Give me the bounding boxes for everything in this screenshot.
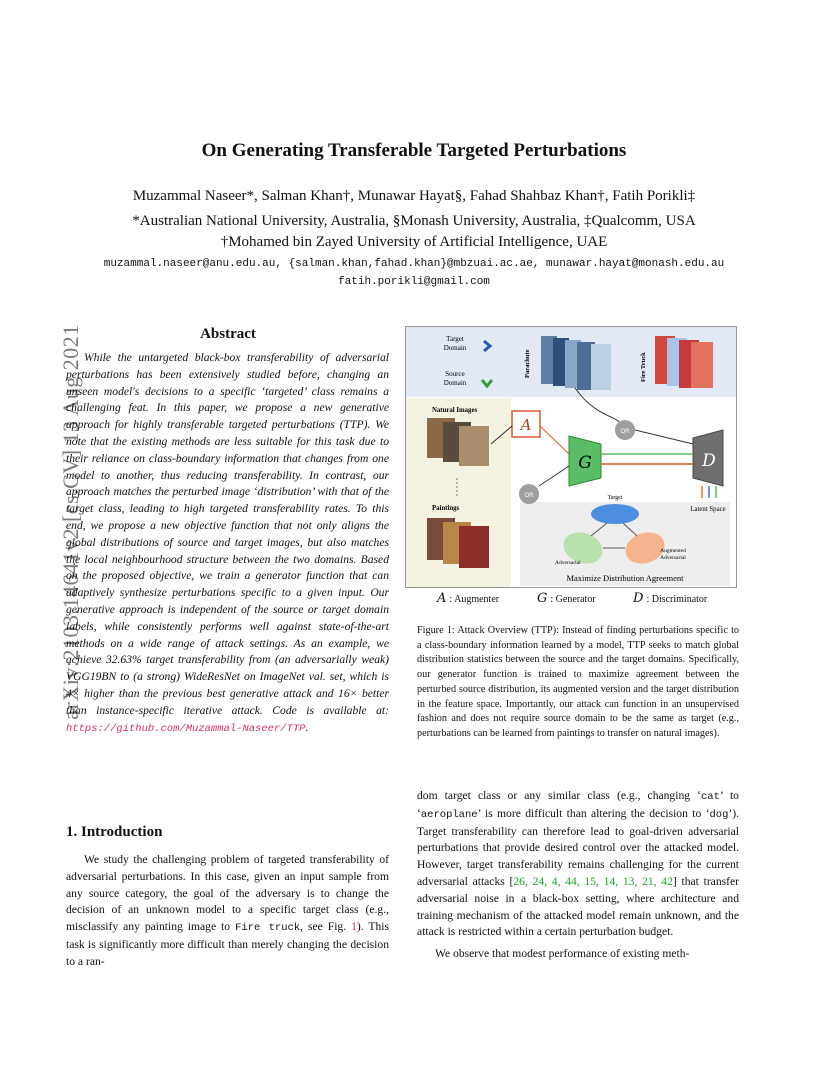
target-domain-line1: Target bbox=[446, 335, 464, 343]
legend-generator-symbol: G bbox=[537, 591, 548, 606]
right-text-c: ’ is more difficult than altering the decision to ‘ bbox=[477, 806, 710, 820]
natural-images-label: Natural Images bbox=[432, 407, 478, 414]
right-column-body bbox=[417, 788, 739, 941]
emails-line-1: muzammal.naseer@anu.edu.au, {salman.khan,fahad.khan}@mbzuai.ac.ae, munawar.hayat@monash.edu.au bbox=[103, 258, 725, 270]
paintings-label: Paintings bbox=[432, 505, 460, 512]
legend-generator-text: : Generator bbox=[550, 594, 596, 605]
target-cluster bbox=[591, 504, 639, 524]
fire-truck-image-4 bbox=[691, 342, 713, 388]
natural-image-3 bbox=[459, 426, 489, 466]
augmenter-symbol: A bbox=[520, 416, 532, 434]
arxiv-stamp bbox=[22, 282, 83, 762]
code-dog: dog bbox=[709, 808, 729, 821]
author-list: Muzammal Naseer*, Salman Khan†, Munawar Hayat§, Fahad Shahbaz Khan†, Fatih Porikli‡ bbox=[132, 188, 696, 204]
citation-list[interactable]: 26, 24, 4, 44, 15, 14, 13, 21, 42 bbox=[513, 874, 673, 888]
legend-augmenter-text: : Augmenter bbox=[449, 594, 500, 605]
generator-symbol: G bbox=[578, 453, 592, 473]
code-link[interactable]: https://github.com/Muzammal-Naseer/TTP bbox=[66, 722, 306, 735]
adversarial-label: Adversarial bbox=[555, 560, 581, 566]
maximize-agreement-label: Maximize Distribution Agreement bbox=[566, 573, 684, 583]
source-domain-label bbox=[444, 370, 467, 387]
parachute-label: Parachute bbox=[524, 349, 531, 378]
right-column-paragraph-2: We observe that modest performance of existing meth- bbox=[435, 947, 690, 960]
right-text-e: ] that transfer adversarial noise in a black-box setting, where architecture and training mechanism of the attacked model remain unknown, and the attack is restricted within a certain perturbation budget. bbox=[417, 874, 740, 939]
code-cat: cat bbox=[700, 791, 720, 803]
right-text-d: ’). Target transferability can therefore lead to goal-driven adversarial perturbations that provide desired control over the attacked model. However, target transferability remains challenging for the current adversarial attacks [ bbox=[417, 806, 739, 888]
arxiv-stamp-text: arXiv:2103.14641v2 [cs.CV] 13 Aug 2021 bbox=[58, 324, 83, 720]
latent-space-label: Latent Space bbox=[690, 506, 726, 513]
target-cluster-label: Target bbox=[607, 495, 623, 501]
legend-discriminator-symbol: D bbox=[633, 591, 644, 606]
source-domain-line1: Source bbox=[445, 370, 465, 378]
figure-1-ref[interactable]: 1 bbox=[351, 920, 357, 934]
target-domain-label bbox=[444, 335, 467, 352]
introduction-heading: 1. Introduction bbox=[66, 824, 163, 840]
source-domain-line2: Domain bbox=[443, 379, 467, 387]
intro-tail: ). This task is significantly more difficult than merely changing the decision to a ran- bbox=[66, 920, 390, 968]
parachute-image-5 bbox=[591, 344, 611, 390]
affiliations-line-2: †Mohamed bin Zayed University of Artificial Intelligence, UAE bbox=[220, 234, 608, 250]
paper-title: On Generating Transferable Targeted Perturbations bbox=[201, 140, 627, 161]
code-aeroplane: aeroplane bbox=[420, 808, 478, 821]
fire-truck-label: Fire Truck bbox=[640, 352, 647, 382]
introduction-body bbox=[66, 852, 389, 971]
augmented-adversarial-label bbox=[660, 548, 686, 561]
emails-line-2: fatih.porikli@gmail.com bbox=[338, 276, 490, 288]
legend-augmenter-symbol: A bbox=[437, 591, 447, 606]
legend-augmenter bbox=[437, 591, 499, 606]
affiliations-line-1: *Australian National University, Australia, §Monash University, Australia, ‡Qualcomm, USA bbox=[132, 213, 696, 229]
augmented-adversarial-line2: Adversarial bbox=[660, 555, 686, 561]
legend-generator bbox=[537, 591, 596, 606]
painting-3 bbox=[459, 526, 489, 568]
target-domain-line2: Domain bbox=[443, 344, 467, 352]
right-text-b: ’ to ‘ bbox=[417, 789, 739, 820]
augmented-adversarial-line1: Augmented bbox=[660, 548, 686, 554]
abstract-heading: Abstract bbox=[200, 326, 256, 342]
abstract-text: While the untargeted black-box transferability of adversarial perturbations has been extensively studied before, changing an unseen model's decisions to a specific ‘targeted’ class remains a challenging feat. In this paper, we propose a new generative approach for highly transferable targeted perturbations (TTP). We note that the existing methods are less suitable for this task due to their reliance on class-boundary information that changes from one model to another, thus reducing transferability. In contrast, our approach matches the perturbed image ‘distribution’ with that of the target class, leading to high targeted transferability rates. To this end, we propose a new objective function that not only aligns the global distributions of source and target images, but also matches the local neighbourhood structure between the two domains. Based on the proposed objective, we train a generator function that can adaptively synthesize perturbations specific to a given input. Our generative approach is independent of the source or target domain labels, while consistently performs well against state-of-the-art methods on a wide range of attack settings. As an example, we achieve 32.63% target transferability from (an adversarially weak) VGG19BN to (a strong) WideResNet on ImageNet val. set, which is 4× higher than the previous best generative attack and 16× better than instance-specific iterative attack. Code is available at: bbox=[66, 351, 389, 717]
figure-1-caption: Figure 1: Attack Overview (TTP): Instead of finding perturbations specific to a class-boundary information learned by a model, TTP seeks to match global distribution statistics between the source and the target domains. Specifically, our generator function is trained to maximize agreement between the perturbed source distribution, its augmented version and the target distribution in the feature space. Importantly, our attack can function in an unsupervised fashion and does not require source domain to be the same as target (e.g., perturbations can be learned from paintings to transfer on natural images). bbox=[417, 625, 739, 739]
intro-code: Fire truck bbox=[235, 922, 301, 935]
legend-discriminator bbox=[633, 591, 707, 606]
or-label-top: OR bbox=[620, 429, 630, 435]
or-label-left: OR bbox=[524, 493, 534, 499]
right-text-a: dom target class or any similar class (e.g., changing ‘ bbox=[417, 789, 701, 802]
discriminator-symbol: D bbox=[702, 451, 716, 471]
intro-see: , see Fig. bbox=[300, 920, 347, 934]
legend-discriminator-text: : Discriminator bbox=[646, 594, 708, 605]
attack-overview-figure bbox=[405, 326, 737, 588]
abstract-body: While the untargeted black-box transferability of adversarial perturbations has been extensively studied before, changing an unseen model's decisions to a specific ‘targeted’ class remains a challenging feat. In this paper, we propose a new generative approach for highly transferable targeted perturbations (TTP). We note that the existing methods are less suitable for this task due to their reliance on class-boundary information that changes from one model to another, thus reducing transferability. In contrast, our approach matches the perturbed image ‘distribution’ with that of the target class, leading to high targeted transferability rates. To this end, we propose a new objective function that not only aligns the global distributions of source and target images, but also matches the local neighbourhood structure between the two domains. Based on the proposed objective, we train a generator function that can adaptively synthesize perturbations specific to a given input. Our generative approach is independent of the source or target domain labels, while consistently performs well against state-of-the-art methods on a wide range of attack settings. As an example, we achieve 32.63% target transferability from (an adversarially weak) VGG19BN to (a strong) WideResNet on ImageNet val. set, which is 4× higher than the previous best generative attack and 16× better than instance-specific iterative attack. Code is available at: https://github.com/Muzammal-Naseer/TTP. bbox=[66, 351, 389, 735]
intro-text: We study the challenging problem of targeted transferability of adversarial perturbations. In this case, given an input sample from any source category, the goal of the adversary is to change the decision of an unknown model to a specific target class (e.g., misclassify any painting image to bbox=[66, 853, 389, 934]
